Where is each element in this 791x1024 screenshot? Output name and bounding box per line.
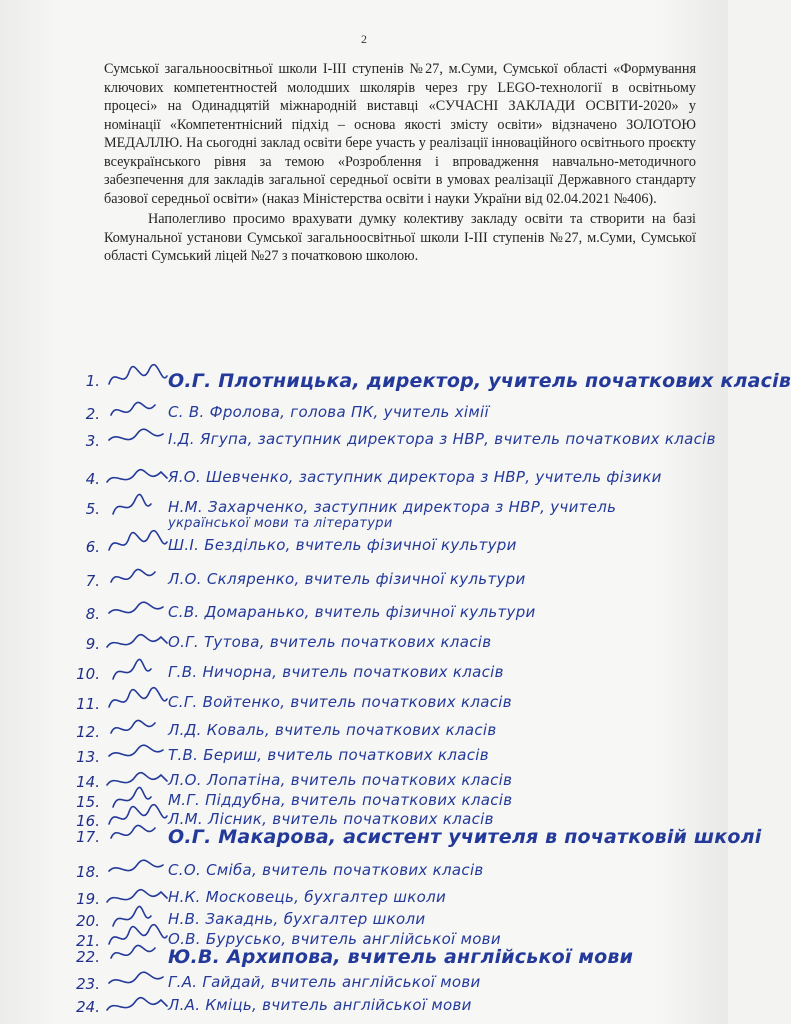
signature-stroke [107, 998, 167, 1010]
paragraph-1: Сумської загальноосвітньої школи І-ІІІ ступенів №27, м.Суми, Сумської області «Формування ключових компетентностей молодших школярів через гру LEGO-технології в освітньому процесі» на Одинадцятій міжнародній виставці «СУЧАСНІ ЗАКЛАДИ ОСВІТИ-2020» у номінації «Компетентнісний підхід – основа якості змісту освіти» відзначено ЗОЛОТОЮ МЕДАЛЛЮ. На сьогодні заклад освіти бере участь у реалізації інноваційного освітнього проєкту всеукраїнського рівня за темою «Розроблення і впровадження навчально-методичного забезпечення для закладів загальної середньої освіти в умовах реалізації Державного стандарту базової середньої освіти» (наказ Міністерства освіти і науки України від 02.04.2021 №406). [104, 61, 696, 207]
signature-name-position: О.Г. Плотницька, директор, учитель початкових класів [168, 370, 791, 392]
signature-number: 13. [76, 748, 100, 766]
signature-stroke [113, 494, 151, 514]
signature-number: 19. [76, 890, 100, 908]
signature-stroke [109, 745, 163, 756]
signature-row [0, 625, 740, 659]
signature-stroke [109, 860, 163, 871]
signature-number: 6. [85, 538, 100, 556]
signature-row [0, 490, 740, 531]
signature-number: 21. [76, 932, 100, 950]
signature-name-position: Л.О. Скляренко, вчитель фізичної культури [168, 570, 526, 588]
signature-list [0, 340, 791, 1024]
signature-name-position: Л.М. Лісник, вчитель початкових класів [168, 810, 494, 828]
signature-row [0, 655, 740, 689]
signature-name-position: Н.В. Закаднь, бухгалтер школи [168, 910, 426, 928]
signature-row [0, 988, 740, 1022]
signature-name-position: С. В. Фролова, голова ПК, учитель хімії [168, 403, 489, 421]
handwritten-signature-mark [105, 655, 169, 689]
paragraph-2: Наполегливо просимо врахувати думку колективу закладу освіти та створити на базі Комунальної установи Сумської загальноосвітньої школи І-ІІІ ступенів №27, м.Суми, Сумської області Сумський ліцей №27 з початковою школою. [104, 211, 696, 264]
signature-number: 3. [85, 432, 100, 450]
signature-row [0, 818, 762, 852]
signature-name-position: С.В. Домаранько, вчитель фізичної культури [168, 603, 536, 621]
signature-name-position: Г.А. Гайдай, вчитель англійської мови [168, 973, 481, 991]
signature-row [0, 422, 740, 456]
signature-number: 16. [76, 812, 100, 830]
signature-number: 14. [76, 773, 100, 791]
signature-number: 4. [85, 470, 100, 488]
handwritten-signature-mark [105, 625, 169, 659]
signature-stroke [109, 429, 163, 440]
signature-name-position: І.Д. Ягупа, заступник директора з НВР, вчитель початкових класів [168, 430, 716, 448]
signature-row [0, 362, 791, 396]
signature-name-position: С.О. Сміба, вчитель початкових класів [168, 861, 484, 879]
signature-stroke [109, 972, 163, 983]
typed-text-block [104, 60, 696, 266]
signature-row [0, 460, 740, 494]
handwritten-signature-mark [105, 528, 169, 562]
signature-stroke [111, 569, 155, 582]
signature-stroke [109, 531, 167, 550]
signature-name-position: О.Г. Макарова, асистент учителя в початковій школі [168, 826, 762, 848]
handwritten-signature-mark [105, 422, 169, 456]
signature-number: 8. [85, 605, 100, 623]
handwritten-signature-mark [105, 460, 169, 494]
signature-stroke [109, 602, 163, 613]
handwritten-signature-mark [105, 818, 169, 852]
signature-number: 20. [76, 912, 100, 930]
page-number: 2 [361, 32, 367, 46]
signature-number: 24. [76, 998, 100, 1016]
signature-number: 5. [85, 500, 100, 518]
signature-name-position: Н.М. Захарченко, заступник директора з НВР, учитель [168, 498, 617, 516]
signature-stroke [107, 635, 167, 647]
signature-stroke [113, 659, 151, 679]
signature-number: 7. [85, 572, 100, 590]
signature-name-position: Л.Д. Коваль, вчитель початкових класів [168, 721, 497, 739]
signature-name-position: Ш.І. Безділько, вчитель фізичної культури [168, 536, 517, 554]
handwritten-signature-mark [105, 595, 169, 629]
signature-number: 12. [76, 723, 100, 741]
signature-number: 15. [76, 793, 100, 811]
signature-stroke [107, 890, 167, 902]
signature-number: 10. [76, 665, 100, 683]
handwritten-signature-mark [105, 362, 169, 396]
signature-number: 9. [85, 635, 100, 653]
signature-name-position: Т.В. Бериш, вчитель початкових класів [168, 746, 489, 764]
signature-name-position: С.Г. Войтенко, вчитель початкових класів [168, 693, 512, 711]
handwritten-signature-mark [105, 562, 169, 596]
signature-stroke [111, 825, 155, 838]
signature-number: 11. [76, 695, 100, 713]
signature-number: 17. [76, 828, 100, 846]
signature-number: 1. [85, 372, 100, 390]
signature-stroke [109, 688, 167, 707]
signature-name-position: Л.А. Кміць, вчитель англійської мови [168, 996, 472, 1014]
signature-name-position: Ю.В. Архипова, вчитель англійської мови [168, 946, 634, 968]
signature-name-position: Л.О. Лопатіна, вчитель початкових класів [168, 771, 513, 789]
signature-stroke [111, 945, 155, 958]
signature-name-position: О.Г. Тутова, вчитель початкових класів [168, 633, 492, 651]
signature-row [0, 528, 740, 562]
handwritten-signature-mark [105, 490, 169, 524]
signature-stroke [111, 720, 155, 733]
signature-stroke [109, 365, 167, 384]
signature-number: 22. [76, 948, 100, 966]
signature-name-position: М.Г. Піддубна, вчитель початкових класів [168, 791, 513, 809]
signature-stroke [107, 470, 167, 482]
signature-number: 18. [76, 863, 100, 881]
signature-number: 23. [76, 975, 100, 993]
signature-row [0, 562, 740, 596]
signature-number: 2. [85, 405, 100, 423]
signature-stroke [111, 402, 155, 415]
signature-name-position: Г.В. Ничорна, вчитель початкових класів [168, 663, 504, 681]
handwritten-signature-mark [105, 988, 169, 1022]
signature-name-position: Я.О. Шевченко, заступник директора з НВР, учитель фізики [168, 468, 662, 486]
signature-name-position-line2: української мови та літератури [168, 516, 393, 531]
signature-name-position: Н.К. Московець, бухгалтер школи [168, 888, 447, 906]
signature-name-position: О.В. Бурусько, вчитель англійської мови [168, 930, 501, 948]
signature-row [0, 595, 740, 629]
